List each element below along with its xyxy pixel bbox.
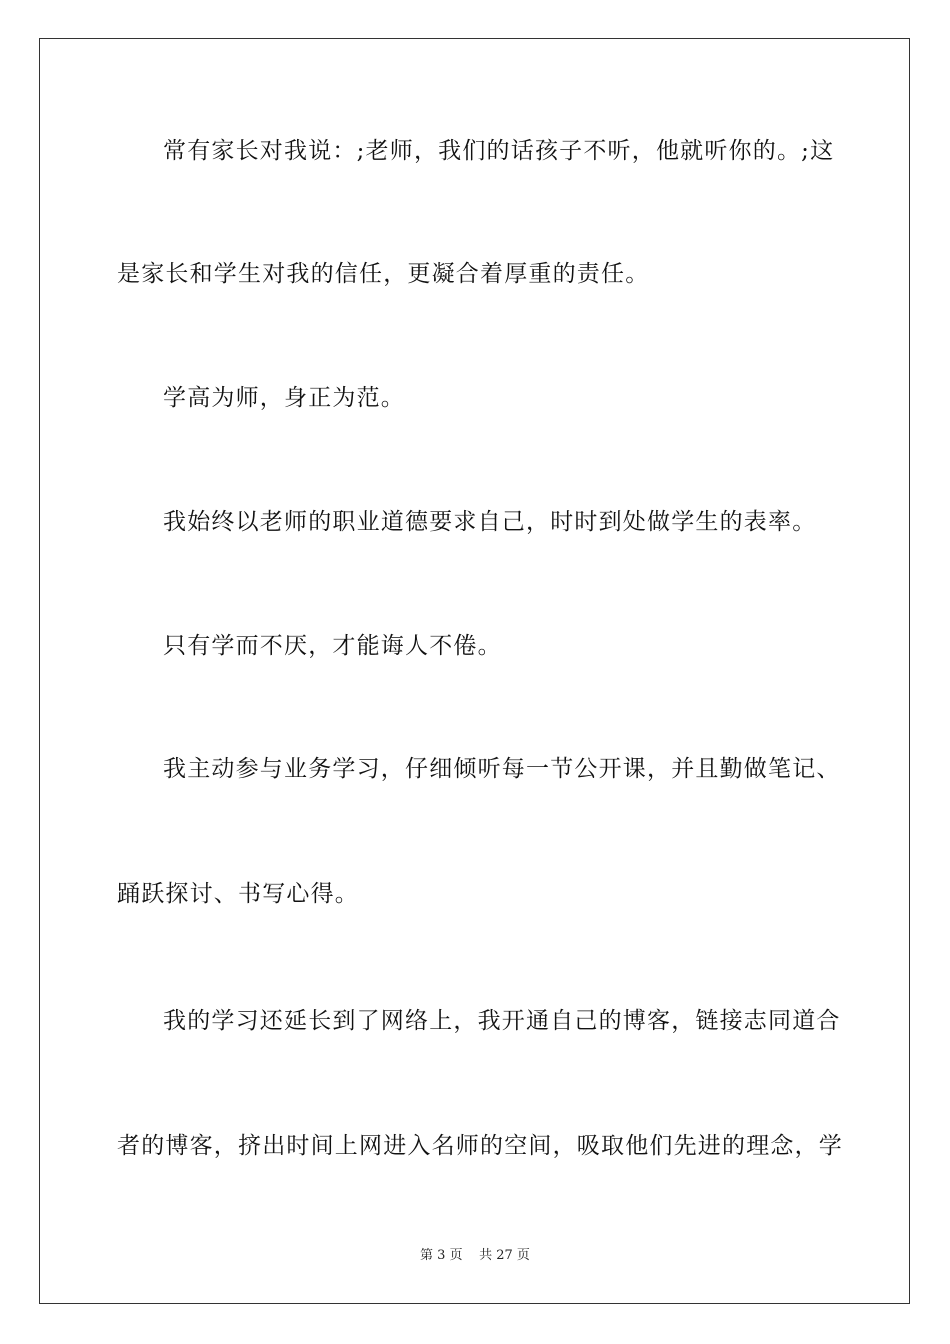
text-line: 学高为师，身正为范。 bbox=[163, 385, 405, 411]
text-line: 我主动参与业务学习，仔细倾听每一节公开课，并且勤做笔记、 bbox=[163, 756, 841, 782]
page-number: 第 3 页 bbox=[420, 1248, 463, 1263]
text-line: 我的学习还延长到了网络上，我开通自己的博客，链接志同道合 bbox=[163, 1008, 841, 1034]
text-line: 只有学而不厌，才能诲人不倦。 bbox=[163, 633, 502, 659]
text-line: 踊跃探讨、书写心得。 bbox=[117, 881, 359, 907]
text-line: 者的博客，挤出时间上网进入名师的空间，吸取他们先进的理念，学 bbox=[117, 1133, 843, 1159]
page-frame bbox=[39, 38, 910, 1304]
page-total: 共 27 页 bbox=[479, 1248, 530, 1263]
text-line: 我始终以老师的职业道德要求自己，时时到处做学生的表率。 bbox=[163, 509, 817, 535]
text-line: 常有家长对我说：;老师，我们的话孩子不听，他就听你的。;这 bbox=[163, 138, 835, 164]
text-line: 是家长和学生对我的信任，更凝合着厚重的责任。 bbox=[117, 261, 650, 287]
page-footer bbox=[0, 1247, 950, 1265]
